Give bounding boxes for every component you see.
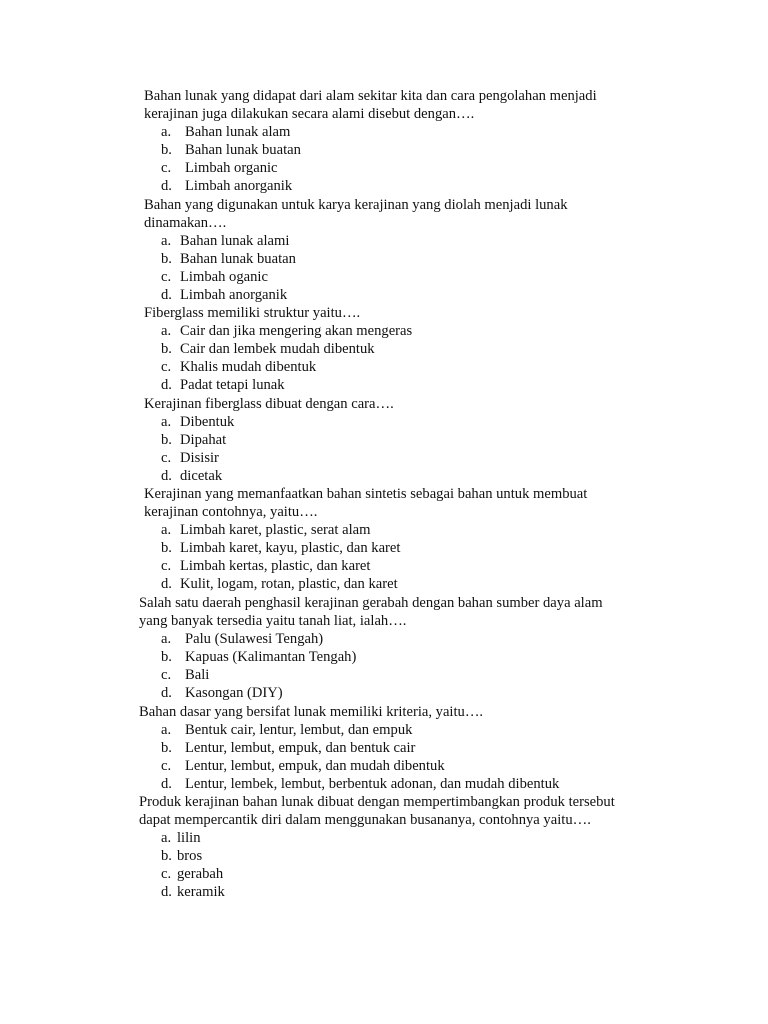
option-text: Limbah oganic [180, 269, 268, 286]
option-text: Bahan lunak alam [185, 124, 291, 141]
option-letter: a. [161, 631, 172, 648]
answer-option [161, 684, 603, 702]
answer-option [161, 159, 597, 177]
option-text: Lentur, lembek, lembut, berbentuk adonan, dan mudah dibentuk [185, 776, 560, 793]
option-text: Limbah karet, plastic, serat alam [180, 522, 371, 539]
option-text: Khalis mudah dibentuk [180, 359, 317, 376]
option-letter: a. [161, 414, 172, 431]
option-letter: b. [161, 540, 172, 557]
option-text: Cair dan lembek mudah dibentuk [180, 341, 375, 358]
question-3 [144, 304, 412, 394]
question-stem-line: kerajinan contohnya, yaitu…. [144, 504, 318, 521]
option-letter: d. [161, 178, 172, 195]
option-text: Bahan lunak alami [180, 233, 290, 250]
option-letter: d. [161, 377, 172, 394]
option-text: Dibentuk [180, 414, 235, 431]
option-text: bros [177, 848, 203, 865]
question-stem-line: dinamakan…. [144, 215, 227, 232]
question-stem-line: Bahan lunak yang didapat dari alam sekitar kita dan cara pengolahan menjadi [144, 88, 597, 104]
option-text: keramik [177, 884, 225, 901]
question-stem-line: dapat mempercantik diri dalam menggunakan busananya, contohnya yaitu…. [139, 812, 591, 829]
option-letter: d. [161, 576, 172, 593]
option-text: Limbah organic [185, 160, 278, 177]
option-letter: b. [161, 341, 172, 358]
question-4 [144, 395, 394, 485]
option-text: gerabah [177, 866, 224, 883]
option-letter: a. [161, 522, 172, 539]
question-6 [139, 594, 603, 703]
option-text: Limbah karet, kayu, plastic, dan karet [180, 540, 401, 557]
question-8 [139, 793, 615, 902]
option-letter: c. [161, 359, 172, 376]
question-7 [139, 703, 559, 793]
answer-option [161, 449, 394, 467]
option-text: Palu (Sulawesi Tengah) [185, 631, 324, 648]
question-stem-line: Bahan yang digunakan untuk karya kerajinan yang diolah menjadi lunak [144, 197, 568, 213]
option-text: Lentur, lembut, empuk, dan bentuk cair [185, 740, 416, 757]
option-letter: c. [161, 269, 172, 286]
answer-option [161, 141, 597, 159]
answer-option [161, 648, 603, 666]
answer-option [161, 575, 587, 593]
answer-option [161, 358, 412, 376]
option-text: Bahan lunak buatan [180, 251, 296, 268]
answer-option [161, 232, 568, 250]
option-text: Bahan lunak buatan [185, 142, 301, 159]
option-text: Bentuk cair, lentur, lembut, dan empuk [185, 722, 413, 739]
option-text: Limbah anorganik [180, 287, 288, 304]
option-text: Lentur, lembut, empuk, dan mudah dibentuk [185, 758, 445, 775]
question-stem-line: Kerajinan fiberglass dibuat dengan cara…. [144, 396, 394, 412]
option-letter: c. [161, 160, 172, 177]
option-text: lilin [177, 830, 201, 847]
answer-option [161, 739, 559, 757]
question-stem-line: Kerajinan yang memanfaatkan bahan sintetis sebagai bahan untuk membuat [144, 486, 588, 502]
option-text: Limbah kertas, plastic, dan karet [180, 558, 371, 575]
answer-option [161, 376, 412, 394]
option-text: dicetak [180, 468, 223, 485]
option-letter: d. [161, 287, 172, 304]
option-letter: a. [161, 124, 172, 141]
option-text: Limbah anorganik [185, 178, 293, 195]
answer-option [161, 521, 587, 539]
answer-option [161, 630, 603, 648]
answer-option [161, 883, 615, 901]
option-letter: b. [161, 740, 172, 757]
answer-option [161, 123, 597, 141]
answer-option [161, 775, 559, 793]
option-letter: b. [161, 251, 172, 268]
option-letter: a. [161, 323, 172, 340]
option-text: Kapuas (Kalimantan Tengah) [185, 649, 357, 666]
option-letter: c. [161, 866, 172, 883]
answer-option [161, 322, 412, 340]
answer-option [161, 431, 394, 449]
option-text: Padat tetapi lunak [180, 377, 285, 394]
answer-option [161, 721, 559, 739]
answer-option [161, 666, 603, 684]
answer-option [161, 268, 568, 286]
option-text: Bali [185, 667, 210, 684]
question-stem-line: kerajinan juga dilakukan secara alami disebut dengan…. [144, 106, 475, 123]
question-stem-line: Salah satu daerah penghasil kerajinan gerabah dengan bahan sumber daya alam [139, 595, 603, 611]
answer-option [161, 250, 568, 268]
answer-option [161, 757, 559, 775]
option-letter: c. [161, 558, 172, 575]
answer-option [161, 865, 615, 883]
answer-option [161, 829, 615, 847]
answer-option [161, 847, 615, 865]
answer-option [161, 286, 568, 304]
question-2 [144, 196, 568, 305]
option-text: Disisir [180, 450, 219, 467]
option-text: Kulit, logam, rotan, plastic, dan karet [180, 576, 398, 593]
question-stem-line: Produk kerajinan bahan lunak dibuat dengan mempertimbangkan produk tersebut [139, 794, 615, 810]
option-letter: c. [161, 758, 172, 775]
option-letter: b. [161, 848, 172, 865]
option-letter: b. [161, 142, 172, 159]
question-1 [144, 87, 597, 196]
answer-option [161, 557, 587, 575]
option-letter: d. [161, 468, 172, 485]
option-letter: b. [161, 649, 172, 666]
answer-option [161, 413, 394, 431]
option-letter: c. [161, 667, 172, 684]
answer-option [161, 340, 412, 358]
option-letter: b. [161, 432, 172, 449]
answer-option [161, 177, 597, 195]
option-text: Cair dan jika mengering akan mengeras [180, 323, 413, 340]
option-text: Kasongan (DIY) [185, 685, 283, 702]
question-stem-line: yang banyak tersedia yaitu tanah liat, ialah…. [139, 613, 407, 630]
answer-option [161, 539, 587, 557]
option-letter: a. [161, 830, 172, 847]
option-letter: d. [161, 776, 172, 793]
question-stem-line: Bahan dasar yang bersifat lunak memiliki kriteria, yaitu…. [139, 704, 484, 720]
answer-option [161, 467, 394, 485]
question-stem-line: Fiberglass memiliki struktur yaitu…. [144, 305, 361, 321]
question-5 [144, 485, 587, 594]
option-letter: c. [161, 450, 172, 467]
option-letter: a. [161, 722, 172, 739]
option-text: Dipahat [180, 432, 227, 449]
option-letter: a. [161, 233, 172, 250]
option-letter: d. [161, 685, 172, 702]
option-letter: d. [161, 884, 172, 901]
